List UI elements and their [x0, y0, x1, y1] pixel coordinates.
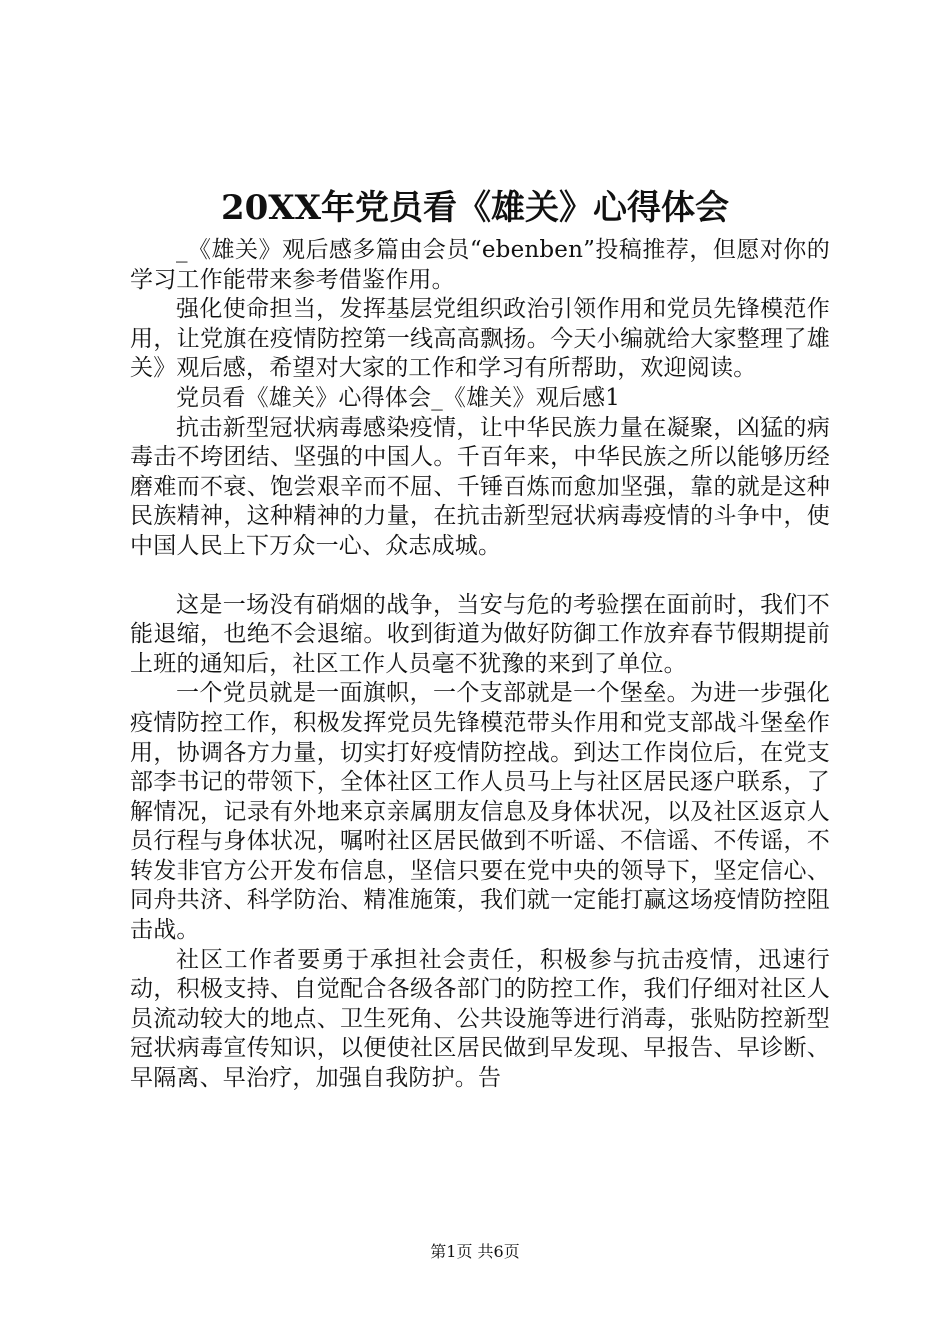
page-number-footer: 第1页 共6页: [430, 1242, 520, 1261]
paragraph-body: 社区工作者要勇于承担社会责任，积极参与抗击疫情，迅速行动，积极支持、自觉配合各级各部门的防控工作，我们仔细对社区人员流动较大的地点、卫生死角、公共设施等进行消毒，张贴防控新型冠状病毒宣传知识，以便使社区居民做到早发现、早报告、早诊断、早隔离、早治疗，加强自我防护。告: [130, 946, 830, 1092]
document-body: [130, 236, 830, 1094]
document-title: 20XX年党员看《雄关》心得体会: [220, 188, 730, 228]
paragraph-body: 一个党员就是一面旗帜，一个支部就是一个堡垒。为进一步强化疫情防控工作，积极发挥党员先锋模范带头作用和党支部战斗堡垒作用，协调各方力量，切实打好疫情防控战。到达工作岗位后，在党支部李书记的带领下，全体社区工作人员马上与社区居民逐户联系，了解情况，记录有外地来京亲属朋友信息及身体状况，以及社区返京人员行程与身体状况，嘱咐社区居民做到不听谣、不信谣、不传谣，不转发非官方公开发布信息，坚信只要在党中央的领导下，坚定信心、同舟共济、科学防治、精准施策，我们就一定能打赢这场疫情防控阻击战。: [130, 680, 830, 944]
paragraph-summary: 强化使命担当，发挥基层党组织政治引领作用和党员先锋模范作用，让党旗在疫情防控第一线高高飘扬。今天小编就给大家整理了雄关》观后感，希望对大家的工作和学习有所帮助，欢迎阅读。: [130, 296, 830, 382]
paragraph-body: 抗击新型冠状病毒感染疫情，让中华民族力量在凝聚，凶猛的病毒击不垮团结、坚强的中国人。千百年来，中华民族之所以能够历经磨难而不衰、饱尝艰辛而不屈、千锤百炼而愈加坚强，靠的就是这种民族精神，这种精神的力量，在抗击新型冠状病毒疫情的斗争中，使中国人民上下万众一心、众志成城。: [130, 414, 830, 559]
paragraph-body: 这是一场没有硝烟的战争，当安与危的考验摆在面前时，我们不能退缩，也绝不会退缩。收到街道为做好防御工作放弃春节假期提前上班的通知后，社区工作人员毫不犹豫的来到了单位。: [130, 591, 830, 677]
paragraph-intro: _《雄关》观后感多篇由会员“ebenben”投稿推荐，但愿对你的学习工作能带来参考借鉴作用。: [130, 237, 830, 293]
section-heading: 党员看《雄关》心得体会_《雄关》观后感1: [176, 384, 621, 411]
